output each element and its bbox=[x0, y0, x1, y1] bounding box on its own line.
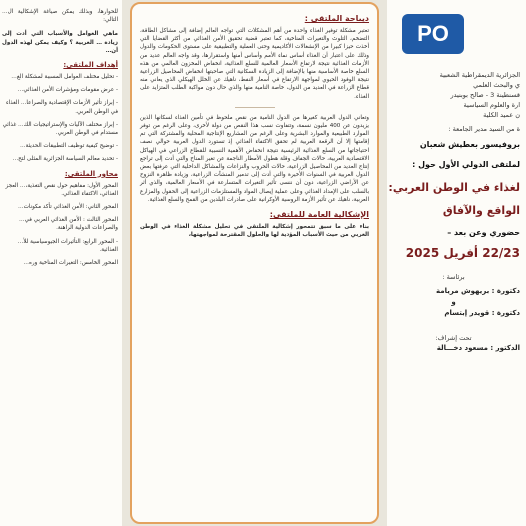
header-line-4: ارة والعلوم السياسية bbox=[463, 101, 520, 109]
list-item: - إبراز تأثير الأزمات الإقتصادية والصراعا… الغذاء في الوطن العربي. bbox=[5, 100, 118, 115]
axes-heading: محاور الملتقى: bbox=[64, 169, 118, 178]
conference-label: لملتقى الدولي الأول حول : bbox=[412, 160, 520, 169]
organizer-name-1: دكتورة : بريهوش مريامة bbox=[436, 287, 520, 295]
preamble-paragraph-2: وتعاني الدول العربية كغيرها من الدول النامية من نقص ملحوظ في تأمين الغذاء لسكانها الذين يزيدون عن 400 مليون نسمة، وتتفاوت نسب هذا النقص من دولة لأخرى، وعلى الرغم من توفر الموارد الطبيعية والموارد البشرية وعلى الرغم من المشاريع الإنتاجية المحلية والمشتركة التي تم إقامتها إلا أن الرقعة العربية لم تحقق الاكتفاء الغذائي إذ تستورد الدول العربية حوالي نصف احتياجاتها من السلع الغذائية الرئيسية نتيجة انخفاض الأهمية النسبية للقطاع الزراعي في الهياكل الاقتصادية العربية، حالات الجفاف وقلة هطول الأمطار الناجمة عن تغير المناخ والتي أدت إلى تراجع إنتاج العديد من المحاصيل الزراعية، حالات الحروب والنزاعات والمشاكل الداخلية التي عرفتها بعض الدول العربية في السنوات الأخيرة والتي أدت إلى تدمير المنشآت الزراعية، وزيادة ظاهرة النزوح عن الأراضي الزراعية، دون أن ننسى تأثير التغيرات المتسارعة في الأسعار العالمية، والذي أثر بالسلب على الإمداد الغذائي وعلى عملية إيصال المواد والمستلزمات الزراعية إلى الحقول والمزارع العربية، ناهيك عن تأثير الأزمة الروسية الأوكرانية على صادرات البلدين من القمح والسلع الغذائية. bbox=[140, 114, 369, 203]
conference-mode: حضوري وعن بعد – bbox=[447, 228, 520, 237]
left-panel bbox=[0, 0, 122, 526]
right-panel bbox=[387, 0, 526, 526]
list-item: - تحديد معالم السياسة الجزائرية المثلى لتح… bbox=[12, 156, 118, 163]
left-question: ماهي العوامل والأسباب التي أدت إلى زيادة … العربية ؟ وكيف يمكن لهذه الدول أن… bbox=[2, 31, 118, 54]
header-line-3: قسنطينة 3 - صالح بوبنيدر bbox=[450, 91, 520, 99]
conference-date: 22/23 أفريل 2025 bbox=[405, 246, 520, 260]
header-line-1: الجزائرية الديمقراطية الشعبية bbox=[439, 71, 520, 79]
divider bbox=[235, 107, 275, 108]
professor-name: بروفيسور بعطيش شعبان bbox=[419, 140, 520, 149]
conference-title-2: الواقع والآفاق bbox=[442, 204, 520, 217]
list-item: المحور الثالث : الأمن الغذائي العربي في… والصراعات الدولية الراهنة. bbox=[19, 217, 118, 232]
preamble-paragraph-1: تعتبر مشكلة توفير الغذاء واحدة من أهم المشكلات التي تواجه العالم إضافة إلى مشاكل الطاقة، التضخم، التلوث والتغيرات المناخية، كما تعتبر قضية تحقيق الأمن الغذائي من أكثر القضايا التي أخذت حيزا كبيرا من الإنشغالات الأكاديمية وحتى العملية والتطبيقية على مستوى الحكومات والدول وذلك على اعتبار أن الغذاء أساس نماء الأمم وأساس أمنها واستقرارها، وقد واجه العالم عديد من الأزمات الغذائية نتيجة لارتفاع الأسعار العالمية للسلع الغذائية، انخفاض المخزون العالمي من هذه السلع خاصة الأساسية منها بالإضافة إلى الزيادة السكانية التي صاحبتها انخفاض المحاصيل الزراعية نتيجة الوفود الحيوي لمواجهة الارتفاع في أسعار النفط، ناهيك عن الخلل الهيكلي الذي يعاني منه قطاع الزراعة في العديد من الدول، خاصة النامية منها والذي حال دون مواكبة الطلب المتزايد على الغذاء. bbox=[140, 28, 369, 100]
left-intro: للحوارها، وبذلك يمكن صياغة الإشكالية ال… التالي: bbox=[2, 9, 118, 24]
goals-list bbox=[2, 73, 118, 164]
list-item: - توضيح كيفية توظيف التطبيقات الحديثة… bbox=[19, 143, 118, 150]
list-item: المحور الثاني: الأمن الغذائي تأكد مكونات… bbox=[18, 204, 118, 211]
list-item: - إبراز مختلف الآليات والإستراتيجيات الك… غذائي مستدام في الوطن العربي. bbox=[2, 121, 118, 137]
list-item: المحور الخامس: التغيرات المناخية وره… bbox=[23, 260, 118, 267]
and-label: و bbox=[451, 298, 456, 306]
header-line-5: ن عميد الكلية bbox=[483, 111, 520, 119]
presided-label: برئاسة : bbox=[442, 273, 465, 281]
university-logo bbox=[402, 14, 464, 54]
axes-list bbox=[2, 182, 118, 268]
supervisor-name: الدكتور : مسعود دخـــالة bbox=[436, 344, 520, 352]
problem-paragraph: بناء على ما سبق تتمحور إشكالية الملتقى في تحليل مشكلة الغذاء في الوطن العربي من حيث الأسباب المؤدية لها والحلول المقترحة لمواجهتها، bbox=[140, 224, 369, 239]
header-line-6: ة من السيد مدير الجامعة : bbox=[448, 125, 520, 133]
list-item: - المحور الرابع: التأثيرات الجيوسياسية للأ… الغذائية. bbox=[17, 238, 118, 253]
list-item: المحور الأول: مفاهيم حول نقص التغذية،… العجز الغذائي، الاكتفاء الغذائي. bbox=[5, 182, 118, 197]
goals-heading: أهداف الملتقى: bbox=[63, 61, 118, 70]
problem-heading: الإشكالية العامة للملتقى: bbox=[269, 210, 369, 220]
logo-text: PO bbox=[417, 21, 449, 46]
supervision-label: تحت إشراف: bbox=[435, 334, 472, 342]
list-item: - تحليل مختلف العوامل المسببة لمشكلة الغ… bbox=[11, 74, 118, 81]
middle-panel bbox=[130, 2, 379, 524]
conference-title-1: لغذاء في الوطن العربي: bbox=[388, 181, 520, 194]
preamble-heading: ديباجة الملتقى : bbox=[304, 14, 369, 23]
header-line-2: ي والبحث العلمي bbox=[473, 81, 520, 89]
list-item: - عرض مقومات ومؤشرات الأمن الغذائي… bbox=[17, 87, 118, 94]
organizer-name-2: دكتورة : قويدر إبتسام bbox=[444, 309, 520, 317]
